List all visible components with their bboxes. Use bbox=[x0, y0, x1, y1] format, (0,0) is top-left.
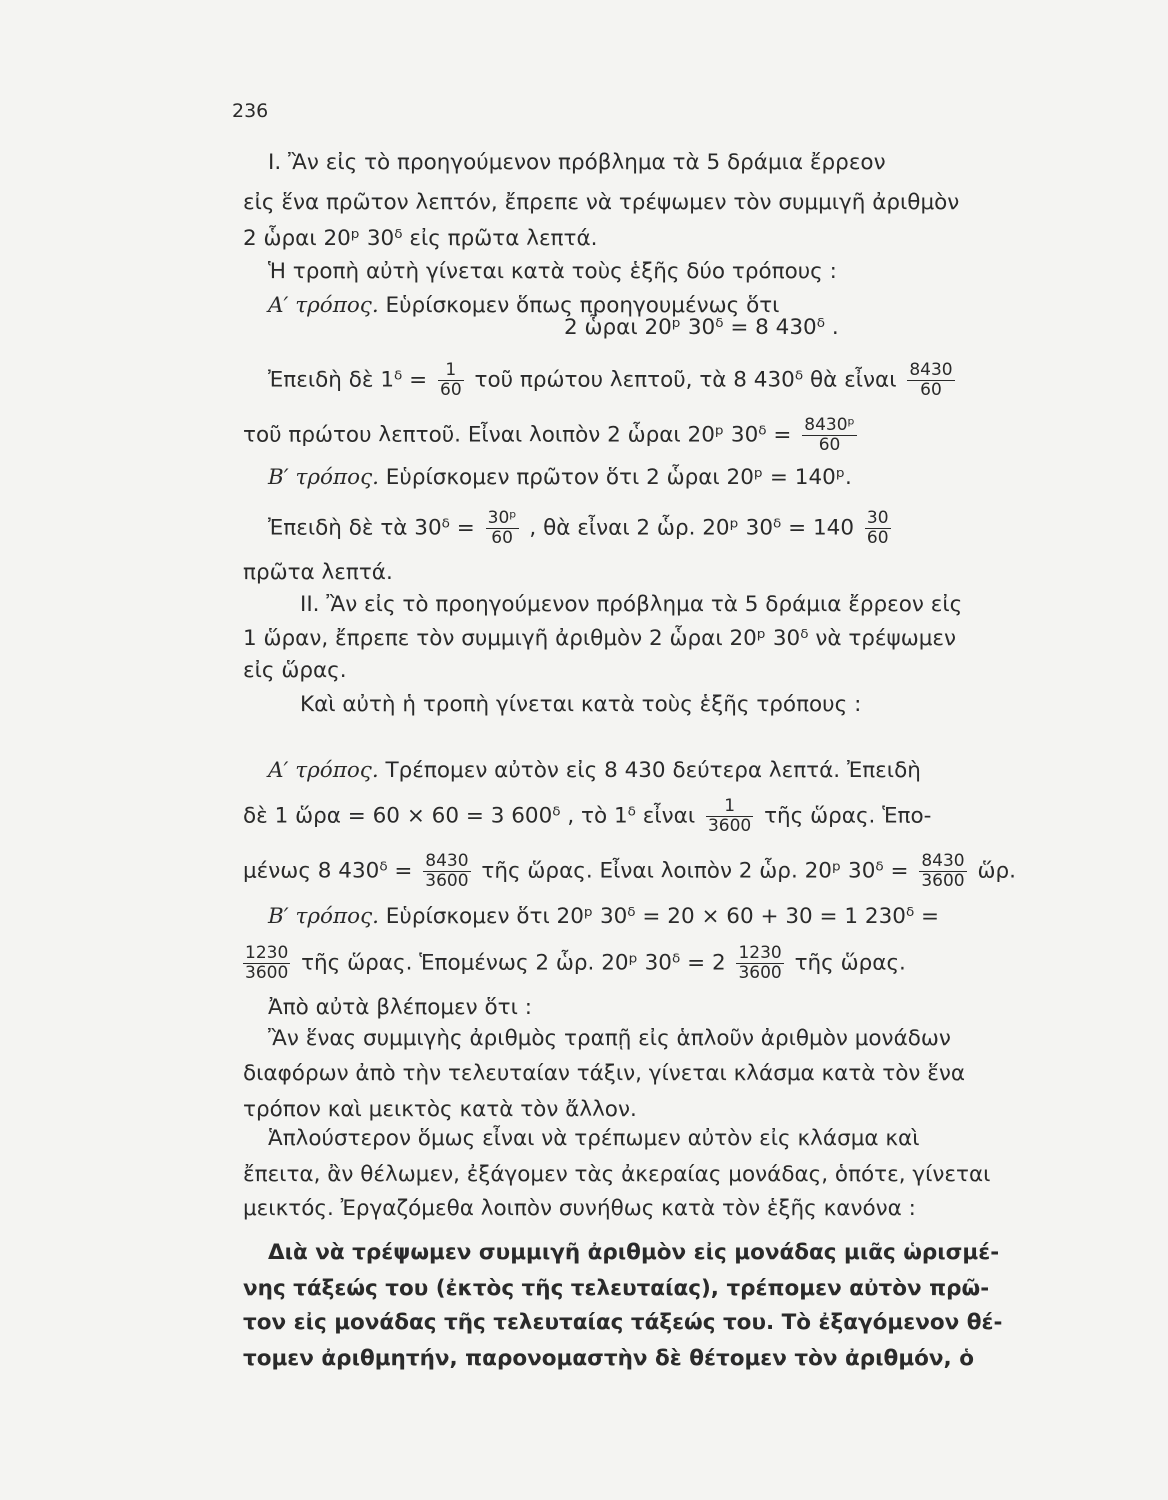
method-text: Τρέπομεν αὐτὸν εἰς 8 430 δεύτερα λεπτά. Ἐπειδὴ bbox=[385, 758, 921, 783]
rule-line: τομεν ἀριθμητήν, παρονομαστὴν δὲ θέτομεν τὸν ἀριθμόν, ὁ bbox=[243, 1346, 974, 1371]
text-line bbox=[268, 756, 1123, 786]
text-line: Ἀπὸ αὐτὰ βλέπομεν ὅτι : bbox=[268, 995, 532, 1020]
rule-line: νης τάξεώς του (ἐκτὸς τῆς τελευταίας), τρέπομεν αὐτὸν πρῶ- bbox=[243, 1276, 990, 1301]
text-line: Ἐπειδὴ δὲ τὰ 30ᵟ = $\frac{\text{30ᵖ}}{60}$ , θὰ εἶναι 2 ὧρ. 20ᵖ 30ᵟ = 140 $\frac{30}{60}$ bbox=[268, 508, 889, 548]
method-label: Α′ τρόπος. bbox=[268, 293, 379, 318]
text-line: Ἁπλούστερον ὅμως εἶναι νὰ τρέπωμεν αὐτὸν εἰς κλάσμα καὶ bbox=[268, 1126, 920, 1151]
equation: 2 ὧραι 20ᵖ 30ᵟ = 8 430ᵟ . bbox=[564, 315, 839, 340]
text-line: εἰς ὥρας. bbox=[243, 658, 347, 683]
fraction: $\frac{1}{60}$ bbox=[440, 360, 462, 400]
text-line: II. Ἂν εἰς τὸ προηγούμενον πρόβλημα τὰ 5 δράμια ἔρρεον εἰς bbox=[300, 592, 963, 617]
rule-line: Διὰ νὰ τρέψωμεν συμμιγῆ ἀριθμὸν εἰς μονάδας μιᾶς ὡρισμέ- bbox=[268, 1240, 1000, 1265]
fraction: $\frac{\text{30ᵖ}}{60}$ bbox=[487, 508, 517, 548]
fraction: $\frac{\text{8430ᵖ}}{60}$ bbox=[804, 415, 855, 455]
fraction: $\frac{1230}{3600}$ bbox=[738, 943, 782, 983]
text-line: διαφόρων ἀπὸ τὴν τελευταίαν τάξιν, γίνεται κλάσμα κατὰ τὸν ἕνα bbox=[243, 1061, 966, 1086]
text-line: μεικτός. Ἐργαζόμεθα λοιπὸν συνήθως κατὰ τὸν ἑξῆς κανόνα : bbox=[243, 1196, 916, 1221]
page-number: 236 bbox=[232, 100, 269, 122]
text-line: τοῦ πρώτου λεπτοῦ. Εἶναι λοιπὸν 2 ὧραι 20ᵖ 30ᵟ = $\frac{\text{8430ᵖ}}{60}$ bbox=[243, 415, 855, 455]
method-text: Εὑρίσκομεν πρῶτον ὅτι 2 ὧραι 20ᵖ = 140ᵖ. bbox=[385, 465, 852, 490]
method-label: Α′ τρόπος. bbox=[268, 758, 379, 783]
method-label: Β′ τρόπος. bbox=[268, 904, 379, 929]
text-line: πρῶτα λεπτά. bbox=[243, 560, 393, 585]
method-label: Β′ τρόπος. bbox=[268, 465, 379, 490]
text-line: δὲ 1 ὥρα = 60 × 60 = 3 600ᵟ , τὸ 1ᵟ εἶναι $\frac{1}{3600}$ τῆς ὥρας. Ἑπο- bbox=[243, 796, 932, 836]
rule-line: τον εἰς μονάδας τῆς τελευταίας τάξεώς του. Τὸ ἐξαγόμενον θέ- bbox=[243, 1310, 1003, 1335]
text-line: 1 ὥραν, ἔπρεπε τὸν συμμιγῆ ἀριθμὸν 2 ὧραι 20ᵖ 30ᵟ νὰ τρέψωμεν bbox=[243, 626, 957, 651]
text-line: Καὶ αὐτὴ ἡ τροπὴ γίνεται κατὰ τοὺς ἑξῆς τρόπους : bbox=[300, 692, 862, 717]
fraction: $\frac{8430}{60}$ bbox=[909, 360, 953, 400]
text-line: τρόπον καὶ μεικτὸς κατὰ τὸν ἄλλον. bbox=[243, 1097, 637, 1122]
fraction: $\frac{1230}{3600}$ bbox=[245, 943, 289, 983]
fraction: $\frac{8430}{3600}$ bbox=[425, 851, 469, 891]
fraction: $\frac{8430}{3600}$ bbox=[921, 851, 965, 891]
fraction: $\frac{1}{3600}$ bbox=[707, 796, 752, 836]
text-line: I. Ἂν εἰς τὸ προηγούμενον πρόβλημα τὰ 5 δράμια ἔρρεον bbox=[268, 150, 886, 175]
text-line bbox=[268, 902, 1123, 932]
text-line: $\frac{1230}{3600}$ τῆς ὥρας. Ἑπομένως 2 ὧρ. 20ᵖ 30ᵟ = 2 $\frac{1230}{3600}$ τῆς ὥρας. bbox=[245, 943, 906, 983]
text-line bbox=[268, 463, 1123, 493]
text-line: Ἡ τροπὴ αὐτὴ γίνεται κατὰ τοὺς ἑξῆς δύο τρόπους : bbox=[268, 259, 837, 284]
method-text: Εὑρίσκομεν ὅτι 20ᵖ 30ᵟ = 20 × 60 + 30 = 1 230ᵟ = bbox=[385, 904, 940, 929]
text-line: ἔπειτα, ἂν θέλωμεν, ἐξάγομεν τὰς ἀκεραίας μονάδας, ὁπότε, γίνεται bbox=[243, 1162, 991, 1187]
text-line: μένως 8 430ᵟ = $\frac{8430}{3600}$ τῆς ὥρας. Εἶναι λοιπὸν 2 ὧρ. 20ᵖ 30ᵟ = $\frac{8430}{3600}$ ὥρ. bbox=[243, 851, 1016, 891]
text-line: 2 ὧραι 20ᵖ 30ᵟ εἰς πρῶτα λεπτά. bbox=[243, 226, 598, 251]
fraction: $\frac{30}{60}$ bbox=[866, 508, 889, 548]
text-line: εἰς ἕνα πρῶτον λεπτόν, ἔπρεπε νὰ τρέψωμεν τὸν συμμιγῆ ἀριθμὸν bbox=[243, 190, 960, 215]
text-line: Ἂν ἕνας συμμιγὴς ἀριθμὸς τραπῇ εἰς ἁπλοῦν ἀριθμὸν μονάδων bbox=[268, 1026, 951, 1051]
text-line: Ἐπειδὴ δὲ 1ᵟ = $\frac{1}{60}$ τοῦ πρώτου λεπτοῦ, τὰ 8 430ᵟ θὰ εἶναι $\frac{8430}{60}$ bbox=[268, 360, 953, 400]
method-text: Εὑρίσκομεν ὅπως προηγουμένως ὅτι bbox=[385, 293, 780, 318]
